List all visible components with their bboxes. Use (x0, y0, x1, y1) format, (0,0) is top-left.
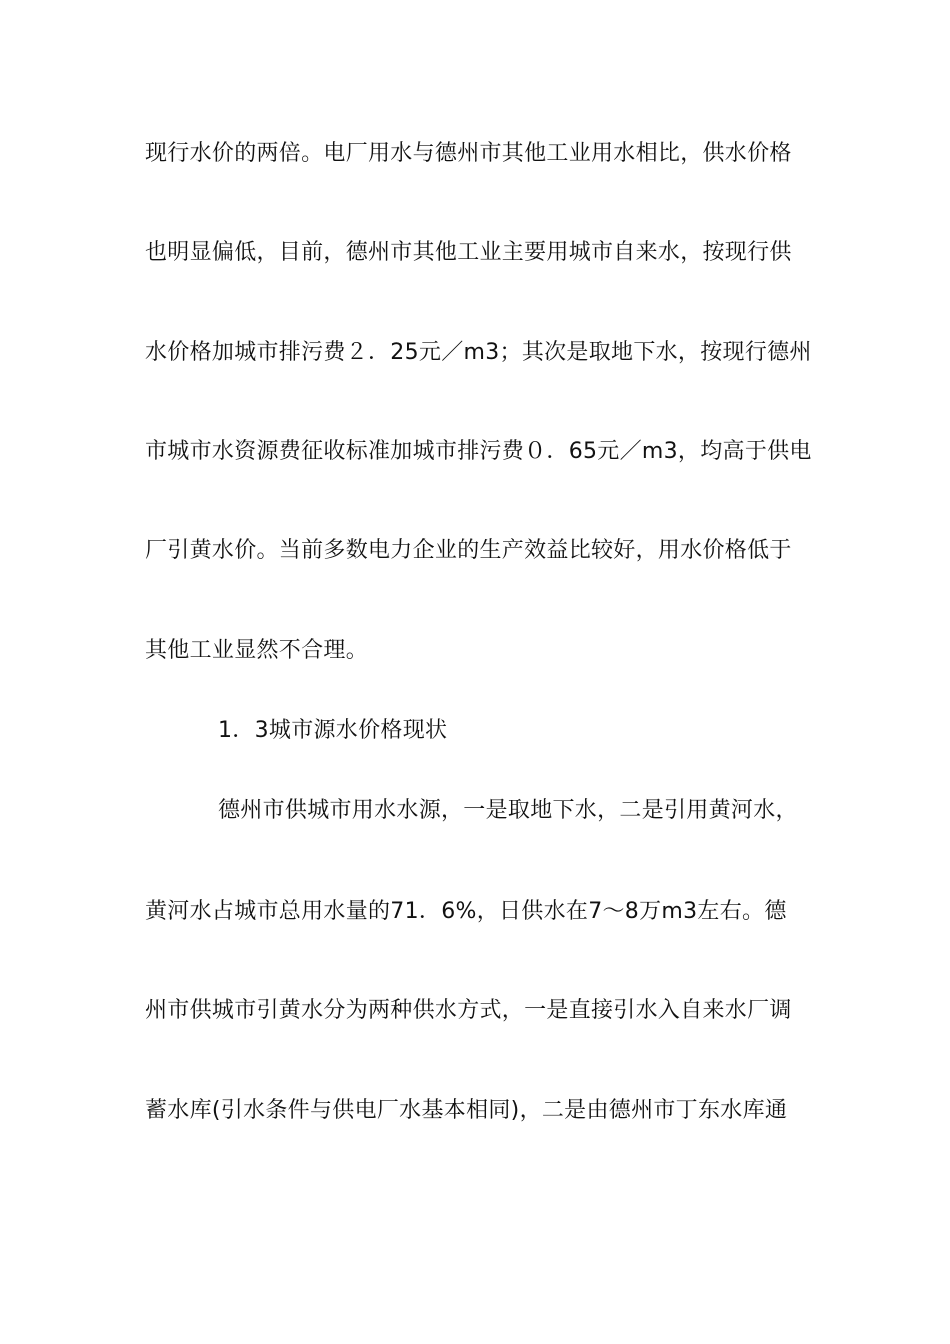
paragraph-line: 市城市水资源费征收标准加城市排污费０．65元／m3，均高于供电 (145, 439, 812, 464)
paragraph-line: 蓄水库(引水条件与供电厂水基本相同)，二是由德州市丁东水库通 (145, 1098, 788, 1123)
paragraph-line: 其他工业显然不合理。 (145, 638, 369, 663)
paragraph-line: 州市供城市引黄水分为两种供水方式，一是直接引水入自来水厂调 (145, 998, 792, 1023)
paragraph-line: 水价格加城市排污费２．25元／m3；其次是取地下水，按现行德州 (145, 340, 812, 365)
section-heading: 1．3城市源水价格现状 (218, 718, 448, 743)
paragraph-line: 现行水价的两倍。电厂用水与德州市其他工业用水相比，供水价格 (145, 141, 792, 166)
paragraph-line: 黄河水占城市总用水量的71．6%，日供水在7～8万m3左右。德 (145, 899, 787, 924)
paragraph-line: 厂引黄水价。当前多数电力企业的生产效益比较好，用水价格低于 (145, 538, 792, 563)
paragraph-line: 也明显偏低，目前，德州市其他工业主要用城市自来水，按现行供 (145, 240, 792, 265)
paragraph-line: 德州市供城市用水水源，一是取地下水，二是引用黄河水， (218, 798, 798, 823)
